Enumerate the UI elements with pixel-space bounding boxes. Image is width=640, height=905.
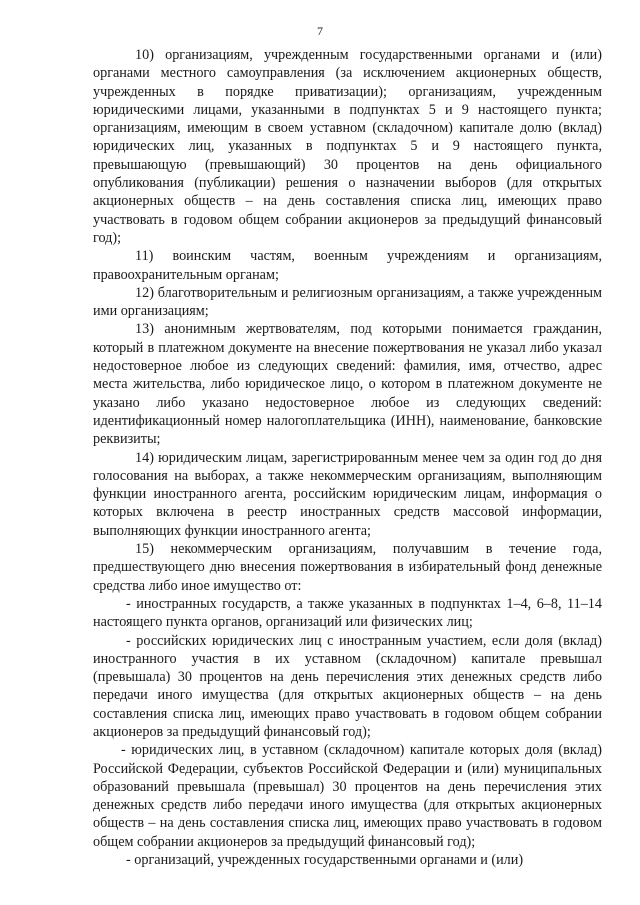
page-number: 7 [317, 24, 323, 38]
paragraph-subitem-state-share: - юридических лиц, в уставном (складочном) капитале которых доля (вклад) Российской Федерации, субъектов Российской Федерации и (или) муниципальных образований превышала (превышал) 30 процентов на день перечисления этих денежных средств либо передачи иного имущества (для открытых акционерных обществ – на день составления списка лиц, имеющих право участвовать в годовом общем собрании акционеров за предыдущий финансовый год); [93, 742, 602, 850]
paragraph-item-13: 13) анонимным жертвователям, под которыми понимается гражданин, который в платежном документе на внесение пожертвования не указал либо указал недостоверное любое из следующих сведений: фамилия, имя, отчество, адрес места жительства, либо юридическое лицо, о котором в платежном документе не указано либо указано недостоверное любое из следующих сведений: идентификационный номер налогоплательщика (ИНН), наименование, банковские реквизиты; [93, 321, 602, 448]
paragraph-item-14: 14) юридическим лицам, зарегистрированным менее чем за один год до дня голосования на выборах, а также некоммерческим организациям, выполняющим функции иностранного агента, российским юридическим лицам, информация о которых включена в реестр иностранных средств массовой информации, выполняющих функции иностранного агента; [93, 449, 602, 539]
paragraph-item-11: 11) воинским частям, военным учреждениям и организациям, правоохранительным органам; [93, 248, 602, 283]
paragraph-subitem-foreign-states: - иностранных государств, а также указанных в подпунктах 1–4, 6–8, 11–14 настоящего пункта органов, организаций или физических лиц; [93, 595, 602, 631]
paragraph-item-12: 12) благотворительным и религиозным организациям, а также учрежденным ими организациям; [93, 284, 602, 320]
document-body [93, 46, 602, 869]
paragraph-subitem-foreign-participation: - российских юридических лиц с иностранным участием, если доля (вклад) иностранного участия в их уставном (складочном) капитале превышал (превышала) 30 процентов на день перечисления этих денежных средств либо передачи иного имущества (для открытых акционерных обществ – на день составления списка лиц, имеющих право участвовать в годовом общем собрании акционеров за предыдущий финансовый год); [93, 632, 602, 740]
paragraph-item-15: 15) некоммерческим организациям, получавшим в течение года, предшествующего дню внесения пожертвования в избирательный фонд денежные средства либо иное имущество от: [93, 541, 602, 594]
paragraph-subitem-state-organizations: - организаций, учрежденных государственными органами и (или) [126, 852, 524, 869]
paragraph-item-10: 10) организациям, учрежденным государственными органами и (или) органами местного самоуправления (за исключением акционерных обществ, учрежденных в порядке приватизации); организациям, учрежденным юридическими лицами, указанными в подпунктах 5 и 9 настоящего пункта; организациям, имеющим в своем уставном (складочном) капитале долю (вклад) юридических лиц, указанных в подпунктах 5 и 9 настоящего пункта, превышающую (превышающий) 30 процентов на день официального опубликования (публикации) решения о назначении выборов (для открытых акционерных обществ – на день составления списка лиц, имеющих право участвовать в годовом общем собрании акционеров за предыдущий финансовый год); [93, 47, 602, 246]
